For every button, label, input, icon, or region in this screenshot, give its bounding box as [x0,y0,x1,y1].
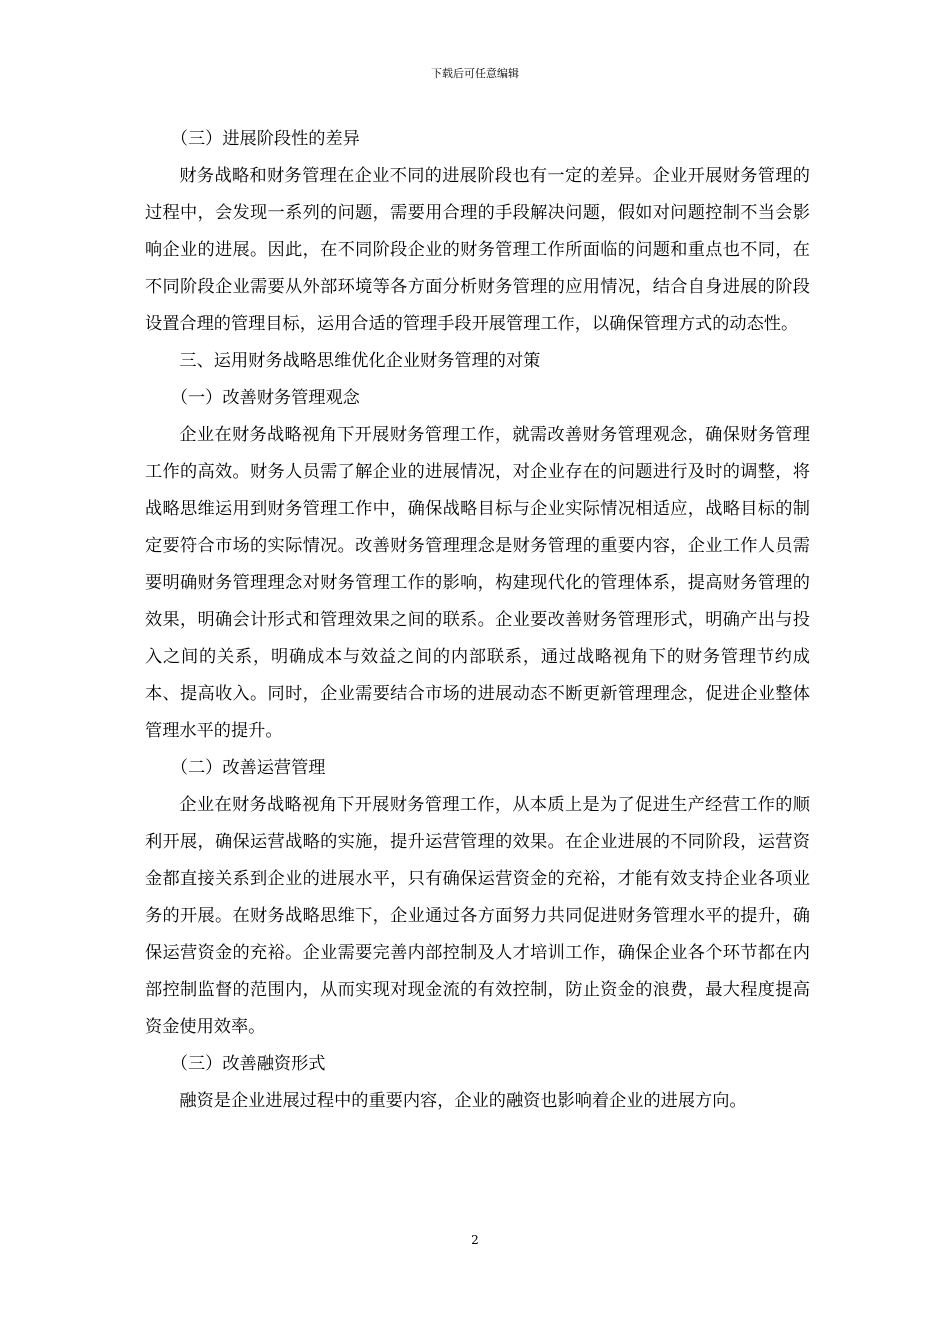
subsection-heading-operations: （二）改善运营管理 [170,758,326,778]
section-heading-countermeasures: 三、运用财务战略思维优化企业财务管理的对策 [179,351,541,371]
subsection-heading-financing: （三）改善融资形式 [170,1054,326,1074]
paragraph-operations: 企业在财务战略视角下开展财务管理工作，从本质上是为了促进生产经营工作的顺利开展，确保运营战略的实施，提升运营管理的效果。在企业进展的不同阶段，运营资金都直接关系到企业的进展水平，只有确保运营资金的充裕，才能有效支持企业各项业务的开展。在财务战略思维下，企业通过各方面努力共同促进财务管理水平的提升，确保运营资金的充裕。企业需要完善内部控制及人才培训工作，确保企业各个环节都在内部控制监督的范围内，从而实现对现金流的有效控制，防止资金的浪费，最大程度提高资金使用效率。 [145,795,810,1037]
page-number: 2 [471,1233,479,1247]
subsection-heading-management-concept: （一）改善财务管理观念 [170,388,360,408]
paragraph-management-concept: 企业在财务战略视角下开展财务管理工作，就需改善财务管理观念，确保财务管理工作的高效。财务人员需了解企业的进展情况，对企业存在的问题进行及时的调整，将战略思维运用到财务管理工作中，确保战略目标与企业实际情况相适应，战略目标的制定要符合市场的实际情况。改善财务管理理念是财务管理的重要内容，企业工作人员需要明确财务管理理念对财务管理工作的影响，构建现代化的管理体系，提高财务管理的效果，明确会计形式和管理效果之间的联系。企业要改善财务管理形式，明确产出与投入之间的关系，明确成本与效益之间的内部联系，通过战略视角下的财务管理节约成本、提高收入。同时，企业需要结合市场的进展动态不断更新管理理念，促进企业整体管理水平的提升。 [145,425,810,741]
paragraph-financing: 融资是企业进展过程中的重要内容，企业的融资也影响着企业的进展方向。 [179,1091,747,1111]
page-header-note: 下载后可任意编辑 [431,67,519,80]
section-heading-progress-stages: （三）进展阶段性的差异 [170,129,360,149]
paragraph-progress-stages: 财务战略和财务管理在企业不同的进展阶段也有一定的差异。企业开展财务管理的过程中，会发现一系列的问题，需要用合理的手段解决问题，假如对问题控制不当会影响企业的进展。因此，在不同阶段企业的财务管理工作所面临的问题和重点也不同，在不同阶段企业需要从外部环境等各方面分析财务管理的应用情况，结合自身进展的阶段设置合理的管理目标，运用合适的管理手段开展管理工作，以确保管理方式的动态性。 [145,166,810,334]
document-body [145,121,810,1120]
